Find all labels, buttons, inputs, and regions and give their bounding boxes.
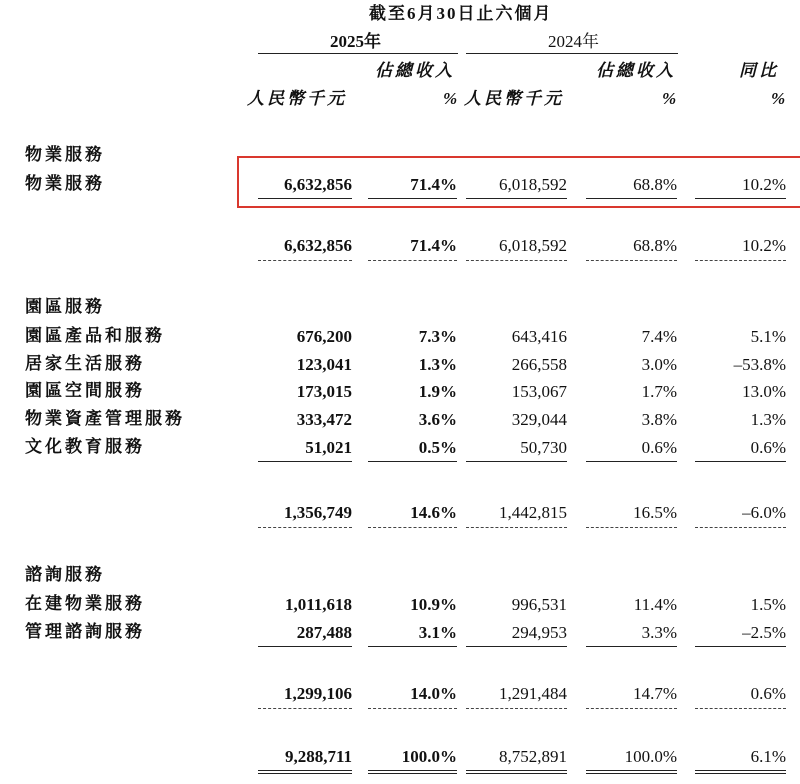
- subtotal-pct-2025: 71.4%: [410, 236, 457, 255]
- section-title-consulting: 諮詢服務: [25, 565, 105, 584]
- subtotal-pct-2024: 68.8%: [633, 236, 677, 255]
- row-underline: [586, 646, 677, 647]
- row-underline: [258, 646, 352, 647]
- row-label: 物業資產管理服務: [25, 409, 185, 428]
- subtotal-underline: [258, 708, 352, 709]
- subtotal-rmb-2025: 1,299,106: [284, 684, 352, 703]
- year-2025-heading: 2025年: [330, 32, 381, 51]
- row-label: 園區空間服務: [25, 381, 145, 400]
- row-underline: [695, 461, 786, 462]
- total-double-underline: [586, 770, 677, 774]
- cell-rmb-2025: 333,472: [296, 410, 352, 429]
- row-label: 物業服務: [25, 174, 105, 193]
- row-label: 在建物業服務: [25, 594, 145, 613]
- subtotal-pct-2024: 16.5%: [633, 503, 677, 522]
- cell-yoy: 5.1%: [750, 327, 786, 346]
- subtotal-underline: [368, 260, 457, 261]
- cell-pct-2025: 3.6%: [418, 410, 457, 429]
- cell-pct-2024: 0.6%: [641, 438, 677, 457]
- row-underline: [695, 646, 786, 647]
- cell-pct-2025: 1.3%: [418, 355, 457, 374]
- cell-pct-2025: 10.9%: [410, 595, 457, 614]
- cell-pct-2024: 11.4%: [633, 595, 677, 614]
- cell-rmb-2024: 153,067: [511, 382, 567, 401]
- row-underline: [586, 461, 677, 462]
- total-yoy: 6.1%: [750, 747, 786, 766]
- yoy-header-bottom: %: [771, 89, 789, 108]
- subtotal-underline: [586, 527, 677, 528]
- pct-2024-header-top: 佔總收入: [596, 61, 676, 80]
- cell-yoy: –2.5%: [742, 623, 786, 642]
- subtotal-underline: [466, 527, 567, 528]
- cell-yoy: 1.3%: [750, 410, 786, 429]
- cell-rmb-2025: 123,041: [296, 355, 352, 374]
- total-pct-2025: 100.0%: [401, 747, 457, 766]
- section-title-park: 園區服務: [25, 297, 105, 316]
- cell-rmb-2024: 996,531: [511, 595, 567, 614]
- subtotal-underline: [368, 527, 457, 528]
- cell-rmb-2025: 676,200: [296, 327, 352, 346]
- subtotal-pct-2025: 14.6%: [410, 503, 457, 522]
- yoy-header-top: 同比: [739, 61, 779, 80]
- row-label: 文化教育服務: [25, 437, 145, 456]
- rmb-2025-header: 人民幣千元: [247, 89, 347, 108]
- cell-pct-2025: 7.3%: [418, 327, 457, 346]
- subtotal-underline: [586, 260, 677, 261]
- subtotal-rmb-2024: 1,442,815: [499, 503, 567, 522]
- cell-pct-2024: 3.3%: [641, 623, 677, 642]
- row-label: 園區產品和服務: [25, 326, 165, 345]
- row-label: 居家生活服務: [25, 354, 145, 373]
- cell-pct-2025: 0.5%: [418, 438, 457, 457]
- cell-yoy: 13.0%: [742, 382, 786, 401]
- section-title-property: 物業服務: [25, 145, 105, 164]
- cell-rmb-2024: 294,953: [511, 623, 567, 642]
- subtotal-yoy: 0.6%: [750, 684, 786, 703]
- cell-yoy: –53.8%: [733, 355, 786, 374]
- cell-pct-2024: 7.4%: [641, 327, 677, 346]
- rmb-2024-header: 人民幣千元: [464, 89, 564, 108]
- cell-yoy: 0.6%: [750, 438, 786, 457]
- total-double-underline: [466, 770, 567, 774]
- row-underline: [368, 646, 457, 647]
- total-pct-2024: 100.0%: [624, 747, 677, 766]
- year-2024-heading: 2024年: [548, 32, 599, 51]
- pct-2025-header-top: 佔總收入: [375, 61, 455, 80]
- cell-pct-2024: 68.8%: [633, 175, 677, 194]
- cell-pct-2025: 1.9%: [418, 382, 457, 401]
- cell-rmb-2025: 287,488: [296, 623, 352, 642]
- subtotal-underline: [695, 260, 786, 261]
- row-underline: [258, 461, 352, 462]
- subtotal-yoy: 10.2%: [742, 236, 786, 255]
- row-underline: [466, 646, 567, 647]
- row-underline: [368, 461, 457, 462]
- cell-rmb-2024: 329,044: [511, 410, 567, 429]
- subtotal-rmb-2025: 1,356,749: [284, 503, 352, 522]
- highlight-box: [237, 156, 800, 208]
- subtotal-underline: [368, 708, 457, 709]
- cell-rmb-2025: 1,011,618: [284, 595, 352, 614]
- cell-yoy: 10.2%: [742, 175, 786, 194]
- subtotal-underline: [466, 260, 567, 261]
- subtotal-underline: [695, 708, 786, 709]
- pct-2025-header-bottom: %: [443, 89, 461, 108]
- cell-rmb-2024: 50,730: [520, 438, 567, 457]
- subtotal-yoy: –6.0%: [742, 503, 786, 522]
- cell-rmb-2024: 643,416: [511, 327, 567, 346]
- total-rmb-2025: 9,288,711: [284, 747, 352, 766]
- cell-pct-2024: 3.8%: [641, 410, 677, 429]
- cell-pct-2025: 3.1%: [418, 623, 457, 642]
- cell-rmb-2025: 173,015: [296, 382, 352, 401]
- subtotal-pct-2024: 14.7%: [633, 684, 677, 703]
- cell-pct-2024: 3.0%: [641, 355, 677, 374]
- pct-2024-header-bottom: %: [662, 89, 680, 108]
- cell-rmb-2025: 6,632,856: [284, 175, 352, 194]
- total-double-underline: [368, 770, 457, 774]
- subtotal-underline: [258, 527, 352, 528]
- total-double-underline: [258, 770, 352, 774]
- subtotal-underline: [586, 708, 677, 709]
- subtotal-underline: [695, 527, 786, 528]
- cell-pct-2024: 1.7%: [641, 382, 677, 401]
- subtotal-underline: [258, 260, 352, 261]
- total-double-underline: [695, 770, 786, 774]
- cell-pct-2025: 71.4%: [410, 175, 457, 194]
- subtotal-rmb-2024: 6,018,592: [499, 236, 567, 255]
- row-underline: [466, 461, 567, 462]
- subtotal-rmb-2025: 6,632,856: [284, 236, 352, 255]
- cell-rmb-2024: 6,018,592: [499, 175, 567, 194]
- subtotal-rmb-2024: 1,291,484: [499, 684, 567, 703]
- cell-rmb-2024: 266,558: [511, 355, 567, 374]
- cell-rmb-2025: 51,021: [305, 438, 352, 457]
- period-heading: 截至6月30日止六個月: [369, 4, 553, 23]
- cell-yoy: 1.5%: [750, 595, 786, 614]
- year-2024-underline: [466, 53, 678, 54]
- year-2025-underline: [258, 53, 458, 54]
- row-label: 管理諮詢服務: [25, 622, 145, 641]
- subtotal-underline: [466, 708, 567, 709]
- subtotal-pct-2025: 14.0%: [410, 684, 457, 703]
- total-rmb-2024: 8,752,891: [499, 747, 567, 766]
